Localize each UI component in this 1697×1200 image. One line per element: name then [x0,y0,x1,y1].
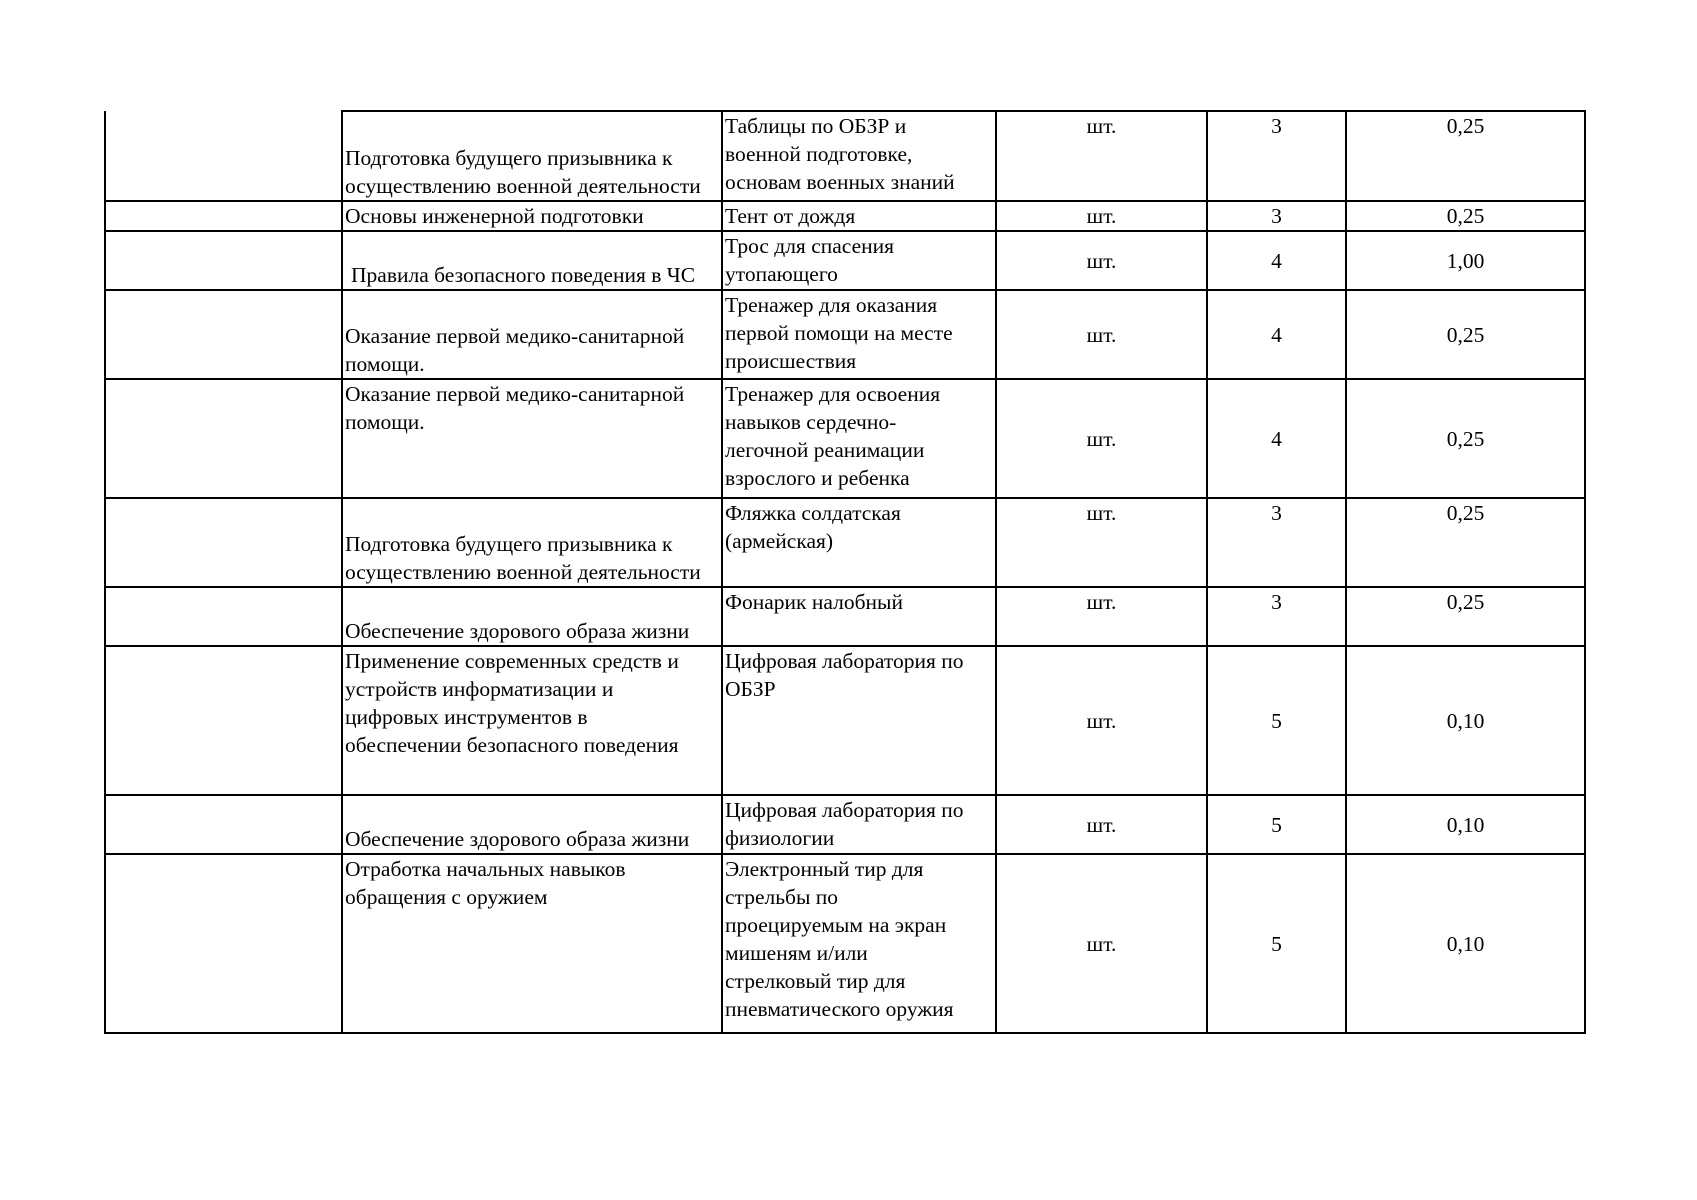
norm-cell: 0,25 [1346,498,1585,587]
item-cell: Тренажер для освоения навыков сердечно- легочной реанимации взрослого и ребенка [722,379,996,498]
empty-cell [105,795,342,854]
unit-cell: шт. [996,854,1207,1033]
unit-cell: шт. [996,201,1207,231]
quantity-cell: 4 [1207,290,1346,379]
norm-cell: 0,10 [1346,795,1585,854]
unit-cell: шт. [996,231,1207,290]
equipment-table [104,110,1586,1034]
section-cell: Подготовка будущего призывника к осуществлению военной деятельности [342,498,722,587]
norm-cell: 0,10 [1346,854,1585,1033]
quantity-cell: 3 [1207,587,1346,646]
item-cell: Фонарик налобный [722,587,996,646]
quantity-cell: 5 [1207,854,1346,1033]
section-cell: Оказание первой медико-санитарной помощи. [342,379,722,498]
section-cell: Подготовка будущего призывника к осуществлению военной деятельности [342,111,722,201]
empty-cell [105,231,342,290]
item-cell: Электронный тир для стрельбы по проецируемым на экран мишеням и/или стрелковый тир для пневматического оружия [722,854,996,1033]
empty-cell [105,379,342,498]
unit-cell: шт. [996,111,1207,201]
item-cell: Таблицы по ОБЗР и военной подготовке, основам военных знаний [722,111,996,201]
table-row [105,498,1585,587]
table-row [105,854,1585,1033]
quantity-cell: 3 [1207,498,1346,587]
table-row [105,795,1585,854]
empty-cell [105,498,342,587]
table-row [105,379,1585,498]
norm-cell: 0,25 [1346,379,1585,498]
table-row [105,290,1585,379]
item-cell: Тренажер для оказания первой помощи на месте происшествия [722,290,996,379]
section-cell: Применение современных средств и устройств информатизации и цифровых инструментов в обеспечении безопасного поведения [342,646,722,795]
empty-cell [105,201,342,231]
unit-cell: шт. [996,498,1207,587]
norm-cell: 0,25 [1346,111,1585,201]
unit-cell: шт. [996,587,1207,646]
unit-cell: шт. [996,379,1207,498]
norm-cell: 1,00 [1346,231,1585,290]
unit-cell: шт. [996,795,1207,854]
item-cell: Фляжка солдатская (армейская) [722,498,996,587]
table-row [105,646,1585,795]
quantity-cell: 3 [1207,201,1346,231]
item-cell: Трос для спасения утопающего [722,231,996,290]
quantity-cell: 4 [1207,231,1346,290]
item-cell: Цифровая лаборатория по ОБЗР [722,646,996,795]
quantity-cell: 4 [1207,379,1346,498]
norm-cell: 0,10 [1346,646,1585,795]
quantity-cell: 3 [1207,111,1346,201]
empty-cell [105,646,342,795]
empty-cell [105,111,342,201]
section-cell: Правила безопасного поведения в ЧС [342,231,722,290]
section-cell: Оказание первой медико-санитарной помощи. [342,290,722,379]
section-cell: Обеспечение здорового образа жизни [342,795,722,854]
unit-cell: шт. [996,646,1207,795]
empty-cell [105,290,342,379]
norm-cell: 0,25 [1346,201,1585,231]
table-row [105,201,1585,231]
empty-cell [105,587,342,646]
quantity-cell: 5 [1207,795,1346,854]
section-cell: Отработка начальных навыков обращения с оружием [342,854,722,1033]
norm-cell: 0,25 [1346,290,1585,379]
quantity-cell: 5 [1207,646,1346,795]
item-cell: Тент от дождя [722,201,996,231]
empty-cell [105,854,342,1033]
table-row [105,587,1585,646]
unit-cell: шт. [996,290,1207,379]
table-row [105,231,1585,290]
section-cell: Основы инженерной подготовки [342,201,722,231]
item-cell: Цифровая лаборатория по физиологии [722,795,996,854]
table-row [105,111,1585,201]
norm-cell: 0,25 [1346,587,1585,646]
section-cell: Обеспечение здорового образа жизни [342,587,722,646]
